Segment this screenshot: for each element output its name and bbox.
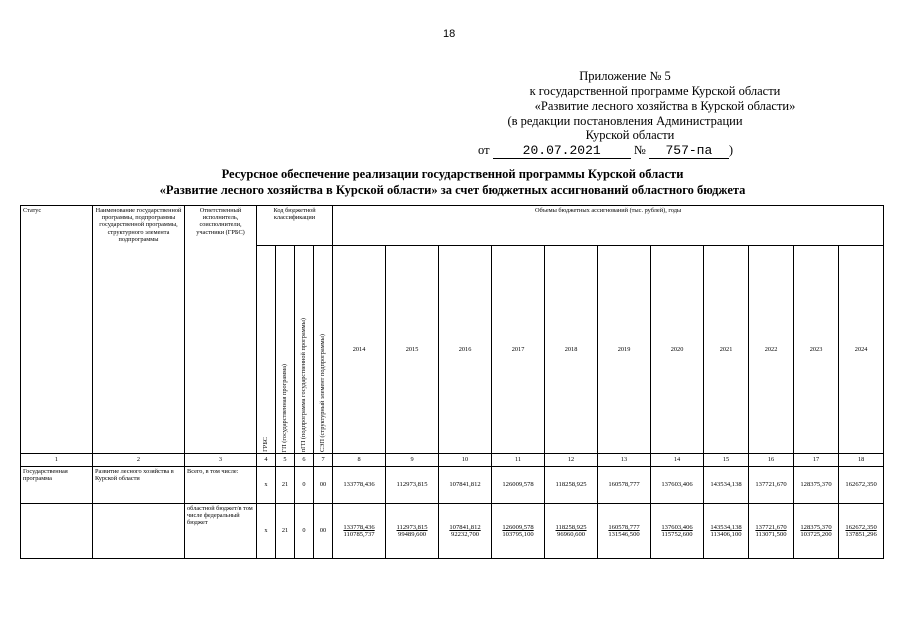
row-value-pair: [704, 504, 749, 559]
col-number: 10: [439, 454, 492, 467]
header-status: Статус: [21, 206, 93, 454]
row-gp: 21: [276, 467, 295, 504]
row-value-pair: [598, 504, 651, 559]
decree-number: 757-па: [649, 143, 729, 159]
regional-value: 128375,370: [800, 523, 832, 531]
col-number: 18: [839, 454, 884, 467]
row-value-pair: [651, 504, 704, 559]
row-value-pair: [333, 504, 386, 559]
col-number: 17: [794, 454, 839, 467]
regional-value: 107841,812: [449, 523, 481, 531]
col-number: 8: [333, 454, 386, 467]
federal-value: 110785,737: [343, 531, 375, 538]
row-value-pair: [439, 504, 492, 559]
col-number: 12: [545, 454, 598, 467]
header-volumes: Объемы бюджетных ассигнований (тыс. рублей), годы: [333, 206, 884, 246]
row-value-pair: [749, 504, 794, 559]
col-number: 11: [492, 454, 545, 467]
row-value: 133778,436: [333, 467, 386, 504]
regional-value: 137603,406: [661, 523, 693, 531]
regional-value: 126009,578: [502, 523, 534, 531]
col-number: 5: [276, 454, 295, 467]
header-sep: СЭП (структурный элемент подпрограммы): [319, 334, 327, 452]
row-grbs: x: [257, 467, 276, 504]
table-row: [21, 467, 884, 504]
header-pgp: пГП (подпрограмма государственной программы): [300, 317, 308, 452]
number-prefix: №: [633, 143, 646, 157]
col-number: 13: [598, 454, 651, 467]
col-number: 2: [93, 454, 185, 467]
header-name: Наименование государственной программы, подпрограммы государственной программы, структурного элемента подпрограммы: [93, 206, 185, 454]
header-year: 2021: [704, 246, 749, 454]
row-sep: 00: [314, 467, 333, 504]
appendix-line-2: к государственной программе Курской области: [529, 84, 781, 98]
federal-value: 113406,100: [710, 531, 742, 538]
appendix-line-1: Приложение № 5: [579, 69, 671, 83]
date-prefix: от: [478, 143, 490, 157]
decree-date-line: [478, 143, 733, 159]
row-status: [21, 504, 93, 559]
header-year: 2020: [651, 246, 704, 454]
row-value: 137603,406: [651, 467, 704, 504]
header-year: 2017: [492, 246, 545, 454]
federal-value: 92232,700: [451, 531, 480, 538]
header-year: 2016: [439, 246, 492, 454]
federal-value: 103795,100: [502, 531, 534, 538]
header-grbs: ГРБС: [262, 437, 270, 452]
decree-date: 20.07.2021: [493, 143, 631, 159]
appendix-line-3: «Развитие лесного хозяйства в Курской области»: [534, 99, 796, 113]
header-year: 2023: [794, 246, 839, 454]
col-number: 6: [295, 454, 314, 467]
row-pgp: 0: [295, 467, 314, 504]
col-number: 1: [21, 454, 93, 467]
regional-value: 160578,777: [608, 523, 640, 531]
close-paren: ): [728, 143, 734, 157]
col-number: 3: [185, 454, 257, 467]
budget-table: [20, 205, 884, 559]
header-year: 2024: [839, 246, 884, 454]
col-number: 9: [386, 454, 439, 467]
document-title-line-2: «Развитие лесного хозяйства в Курской области» за счет бюджетных ассигнований областного бюджета: [159, 183, 746, 197]
federal-value: 131546,500: [608, 531, 640, 538]
row-sep: 00: [314, 504, 333, 559]
federal-value: 115752,600: [661, 531, 693, 538]
federal-value: 96960,600: [557, 531, 586, 538]
col-number: 16: [749, 454, 794, 467]
header-code: Код бюджетной классификации: [257, 206, 333, 246]
row-value: 107841,812: [439, 467, 492, 504]
header-year: 2018: [545, 246, 598, 454]
row-value-pair: [794, 504, 839, 559]
federal-value: 99489,600: [398, 531, 427, 538]
regional-value: 162672,350: [845, 523, 877, 531]
federal-value: 113071,500: [755, 531, 787, 538]
row-value-pair: [545, 504, 598, 559]
col-number: 14: [651, 454, 704, 467]
col-number: 4: [257, 454, 276, 467]
header-year: 2022: [749, 246, 794, 454]
regional-value: 112973,815: [396, 523, 428, 531]
row-value-pair: [492, 504, 545, 559]
regional-value: 133778,436: [343, 523, 375, 531]
regional-value: 118258,925: [555, 523, 587, 531]
row-value: 137721,670: [749, 467, 794, 504]
appendix-line-5: Курской области: [585, 128, 675, 142]
document-title-line-1: Ресурсное обеспечение реализации государственной программы Курской области: [221, 167, 684, 181]
row-grbs: x: [257, 504, 276, 559]
federal-value: 137851,296: [845, 531, 877, 538]
federal-value: 103725,200: [800, 531, 832, 538]
row-value: 128375,370: [794, 467, 839, 504]
row-pgp: 0: [295, 504, 314, 559]
row-value: 143534,138: [704, 467, 749, 504]
row-value-pair: [839, 504, 884, 559]
header-year: 2014: [333, 246, 386, 454]
header-year: 2015: [386, 246, 439, 454]
row-name: Развитие лесного хозяйства в Курской области: [93, 467, 185, 504]
row-value: 126009,578: [492, 467, 545, 504]
header-executor: Ответственный исполнитель, соисполнители, участники (ГРБС): [185, 206, 257, 454]
col-number: 7: [314, 454, 333, 467]
header-year: 2019: [598, 246, 651, 454]
row-value: 118258,925: [545, 467, 598, 504]
row-value-pair: [386, 504, 439, 559]
header-gp: ГП (государственная программа): [281, 363, 289, 452]
col-number: 15: [704, 454, 749, 467]
table-row: [21, 504, 884, 559]
row-value: 162672,350: [839, 467, 884, 504]
row-executor: Всего, в том числе:: [185, 467, 257, 504]
row-value: 160578,777: [598, 467, 651, 504]
row-gp: 21: [276, 504, 295, 559]
appendix-line-4: (в редакции постановления Администрации: [507, 114, 743, 128]
row-name: [93, 504, 185, 559]
regional-value: 143534,138: [710, 523, 742, 531]
row-value: 112973,815: [386, 467, 439, 504]
column-number-row: [21, 454, 884, 467]
page-number: 18: [443, 28, 456, 40]
row-status: Государственная программа: [21, 467, 93, 504]
row-executor: областной бюджет/в том числе федеральный бюджет: [185, 504, 257, 559]
regional-value: 137721,670: [755, 523, 787, 531]
